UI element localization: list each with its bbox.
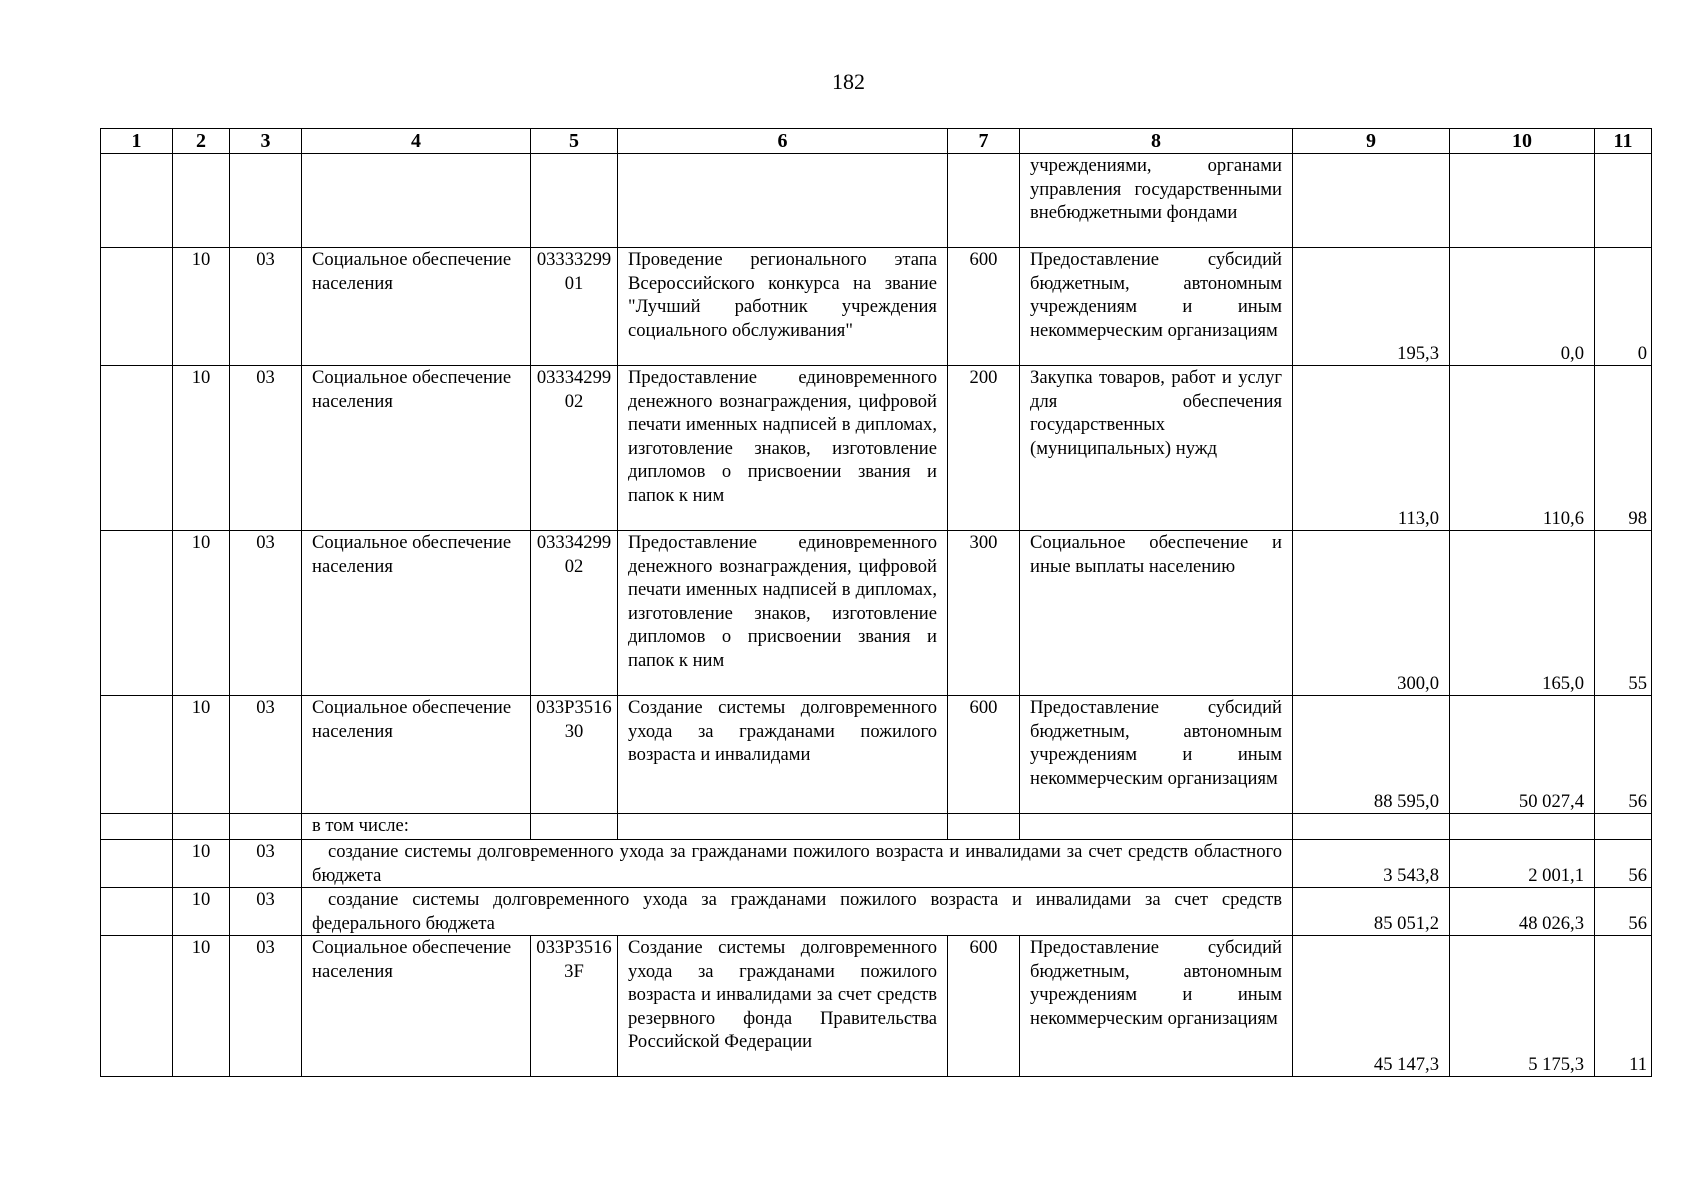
- cell-subitem-description: создание системы долговременного ухода за гражданами пожилого возраста и инвалидами за счет средств федерального бюджета: [302, 888, 1293, 936]
- cell-target-code: 0333429902: [531, 531, 618, 696]
- cell-subsection-name: Социальное обеспечение населения: [302, 366, 531, 531]
- cell-expense-name: учреждениями, органами управления государственными внебюджетными фондами: [1020, 154, 1293, 248]
- table-row: [101, 248, 1652, 366]
- cell-target-code: 0333429902: [531, 366, 618, 531]
- cell-subsection-name: Социальное обеспечение населения: [302, 531, 531, 696]
- cell-including-label: в том числе:: [302, 814, 531, 840]
- cell-section: 10: [173, 248, 230, 366]
- cell-subsection-name: [302, 154, 531, 248]
- cell-section: 10: [173, 936, 230, 1077]
- cell-percent: [1595, 814, 1652, 840]
- cell-plan: 45 147,3: [1293, 936, 1450, 1077]
- cell-col1: [101, 531, 173, 696]
- cell-subsection: 03: [230, 840, 302, 888]
- cell-section: 10: [173, 888, 230, 936]
- cell-expense-type: 300: [948, 531, 1020, 696]
- cell-section: 10: [173, 531, 230, 696]
- table-row: [101, 366, 1652, 531]
- cell-expense-type: 600: [948, 936, 1020, 1077]
- cell-plan: 88 595,0: [1293, 696, 1450, 814]
- cell-subsection-name: Социальное обеспечение населения: [302, 936, 531, 1077]
- cell-subsection: [230, 154, 302, 248]
- header-cell: 7: [948, 129, 1020, 154]
- cell-expense-name: Предоставление субсидий бюджетным, автономным учреждениям и иным некоммерческим организациям: [1020, 936, 1293, 1077]
- header-cell: 1: [101, 129, 173, 154]
- cell-subsection-name: Социальное обеспечение населения: [302, 248, 531, 366]
- table-row: [101, 936, 1652, 1077]
- cell-col1: [101, 936, 173, 1077]
- header-cell: 5: [531, 129, 618, 154]
- cell-col1: [101, 814, 173, 840]
- cell-percent: 56: [1595, 840, 1652, 888]
- cell-expense-name: Социальное обеспечение и иные выплаты населению: [1020, 531, 1293, 696]
- cell-percent: 0: [1595, 248, 1652, 366]
- cell-plan: 195,3: [1293, 248, 1450, 366]
- cell-actual: 110,6: [1450, 366, 1595, 531]
- cell-target-name: Предоставление единовременного денежного вознаграждения, цифровой печати именных надписей в дипломах, изготовление знаков, изготовление дипломов о присвоении звания и папок к ним: [618, 366, 948, 531]
- cell-actual: 2 001,1: [1450, 840, 1595, 888]
- cell-actual: [1450, 814, 1595, 840]
- cell-actual: 48 026,3: [1450, 888, 1595, 936]
- cell-actual: 50 027,4: [1450, 696, 1595, 814]
- cell-target-code: 0333329901: [531, 248, 618, 366]
- cell-expense-type: [948, 814, 1020, 840]
- cell-plan: 85 051,2: [1293, 888, 1450, 936]
- cell-expense-name: Закупка товаров, работ и услуг для обеспечения государственных (муниципальных) нужд: [1020, 366, 1293, 531]
- cell-plan: 3 543,8: [1293, 840, 1450, 888]
- cell-target-name: Создание системы долговременного ухода за гражданами пожилого возраста и инвалидами: [618, 696, 948, 814]
- cell-subsection-name: Социальное обеспечение населения: [302, 696, 531, 814]
- cell-subsection: 03: [230, 248, 302, 366]
- table-row: [101, 696, 1652, 814]
- cell-subitem-description: создание системы долговременного ухода за гражданами пожилого возраста и инвалидами за счет средств областного бюджета: [302, 840, 1293, 888]
- header-cell: 6: [618, 129, 948, 154]
- cell-section: 10: [173, 366, 230, 531]
- cell-percent: 56: [1595, 888, 1652, 936]
- cell-expense-name: Предоставление субсидий бюджетным, автономным учреждениям и иным некоммерческим организациям: [1020, 248, 1293, 366]
- table-row: [101, 531, 1652, 696]
- cell-target-code: [531, 814, 618, 840]
- cell-section: 10: [173, 696, 230, 814]
- cell-percent: 55: [1595, 531, 1652, 696]
- budget-table: [100, 128, 1652, 1077]
- cell-actual: 5 175,3: [1450, 936, 1595, 1077]
- header-cell: 9: [1293, 129, 1450, 154]
- cell-col1: [101, 888, 173, 936]
- header-row: [101, 129, 1652, 154]
- cell-percent: 56: [1595, 696, 1652, 814]
- cell-expense-name: [1020, 814, 1293, 840]
- cell-target-name: Предоставление единовременного денежного вознаграждения, цифровой печати именных надписей в дипломах, изготовление знаков, изготовление дипломов о присвоении звания и папок к ним: [618, 531, 948, 696]
- cell-col1: [101, 840, 173, 888]
- cell-target-name: [618, 154, 948, 248]
- cell-plan: [1293, 814, 1450, 840]
- cell-target-name: Проведение регионального этапа Всероссийского конкурса на звание "Лучший работник учреждения социального обслуживания": [618, 248, 948, 366]
- cell-actual: 0,0: [1450, 248, 1595, 366]
- cell-subsection: [230, 814, 302, 840]
- table-row-subitem: [101, 888, 1652, 936]
- cell-subsection: 03: [230, 888, 302, 936]
- cell-expense-name: Предоставление субсидий бюджетным, автономным учреждениям и иным некоммерческим организациям: [1020, 696, 1293, 814]
- cell-target-code: 033P35163F: [531, 936, 618, 1077]
- cell-plan: 300,0: [1293, 531, 1450, 696]
- cell-subsection: 03: [230, 366, 302, 531]
- cell-percent: [1595, 154, 1652, 248]
- cell-actual: [1450, 154, 1595, 248]
- cell-section: [173, 814, 230, 840]
- cell-expense-type: [948, 154, 1020, 248]
- header-cell: 3: [230, 129, 302, 154]
- table-row: [101, 154, 1652, 248]
- cell-expense-type: 600: [948, 696, 1020, 814]
- page-number: 182: [832, 69, 865, 94]
- table-row-including: [101, 814, 1652, 840]
- cell-target-name: Создание системы долговременного ухода за гражданами пожилого возраста и инвалидами за счет средств резервного фонда Правительства Российской Федерации: [618, 936, 948, 1077]
- cell-percent: 98: [1595, 366, 1652, 531]
- header-cell: 10: [1450, 129, 1595, 154]
- cell-col1: [101, 696, 173, 814]
- cell-target-name: [618, 814, 948, 840]
- cell-target-code: 033P351630: [531, 696, 618, 814]
- header-cell: 4: [302, 129, 531, 154]
- cell-percent: 11: [1595, 936, 1652, 1077]
- cell-actual: 165,0: [1450, 531, 1595, 696]
- cell-subsection: 03: [230, 936, 302, 1077]
- header-cell: 8: [1020, 129, 1293, 154]
- header-cell: 2: [173, 129, 230, 154]
- cell-subsection: 03: [230, 531, 302, 696]
- header-cell: 11: [1595, 129, 1652, 154]
- cell-section: [173, 154, 230, 248]
- cell-expense-type: 600: [948, 248, 1020, 366]
- cell-plan: [1293, 154, 1450, 248]
- cell-col1: [101, 154, 173, 248]
- cell-target-code: [531, 154, 618, 248]
- cell-col1: [101, 366, 173, 531]
- table-row-subitem: [101, 840, 1652, 888]
- cell-subsection: 03: [230, 696, 302, 814]
- cell-expense-type: 200: [948, 366, 1020, 531]
- cell-plan: 113,0: [1293, 366, 1450, 531]
- cell-col1: [101, 248, 173, 366]
- cell-section: 10: [173, 840, 230, 888]
